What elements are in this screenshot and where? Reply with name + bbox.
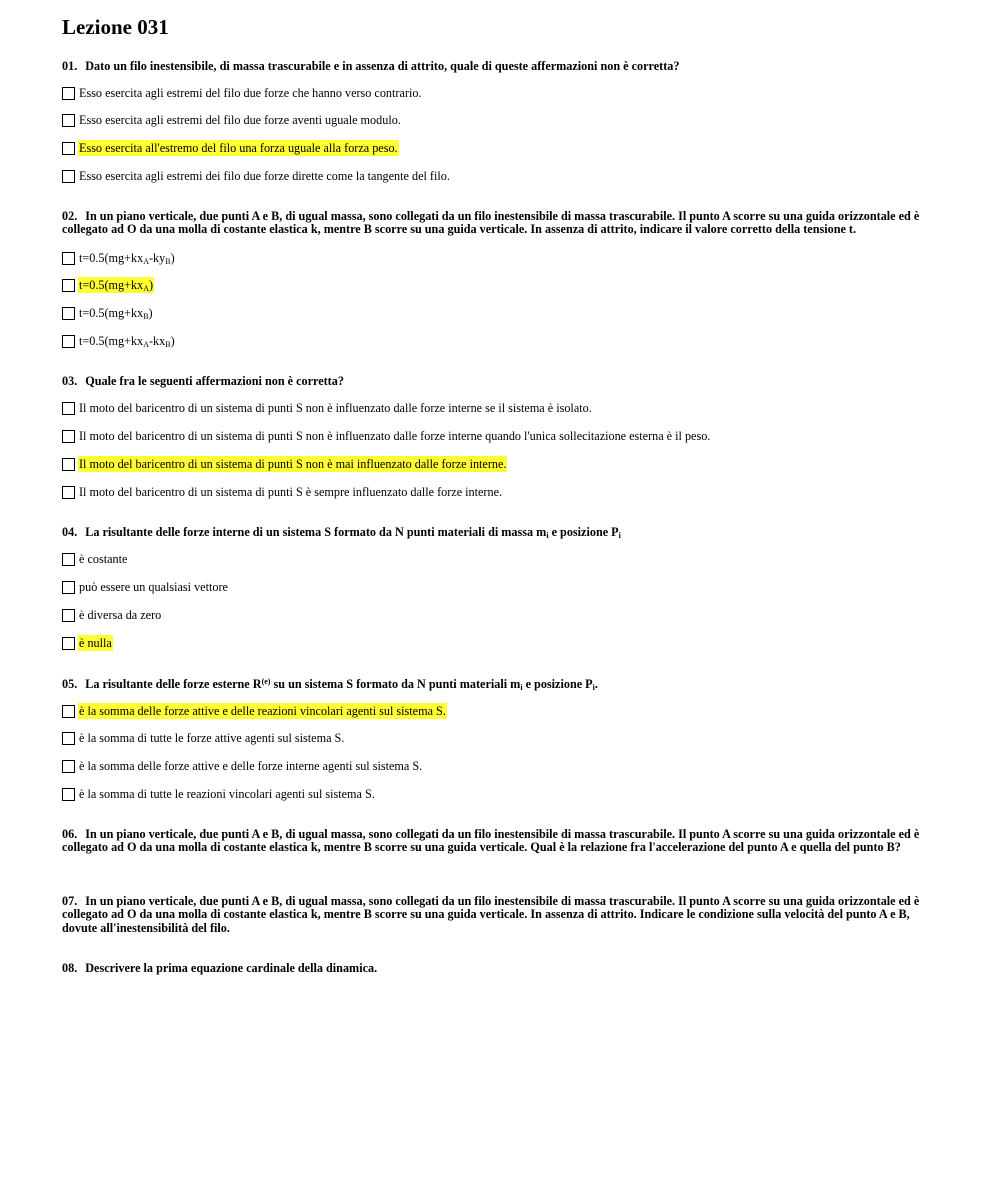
option-text: Il moto del baricentro di un sistema di punti S è sempre influenzato dalle forze interne. [79, 485, 503, 499]
option-03-b[interactable] [62, 428, 711, 444]
checkbox[interactable] [62, 279, 75, 292]
option-04-d[interactable] [62, 635, 113, 651]
option-05-a[interactable] [62, 703, 447, 719]
option-01-b[interactable] [62, 112, 402, 128]
question-08 [62, 962, 942, 975]
option-text: $t=0.5(mg+kx_A-kx_B)$ [79, 334, 175, 349]
question-06 [62, 828, 942, 855]
option-02-d[interactable] [62, 333, 176, 349]
option-05-b[interactable] [62, 730, 345, 746]
option-text: è costante [79, 552, 128, 566]
checkbox[interactable] [62, 307, 75, 320]
checkbox[interactable] [62, 705, 75, 718]
question-number: 04. [62, 525, 78, 539]
question-number: 08. [62, 961, 78, 975]
checkbox[interactable] [62, 581, 75, 594]
checkbox[interactable] [62, 760, 75, 773]
option-text: è diversa da zero [79, 608, 162, 622]
question-01 [62, 60, 942, 73]
checkbox[interactable] [62, 402, 75, 415]
option-05-c[interactable] [62, 758, 423, 774]
option-text: Esso esercita agli estremi dei filo due forze dirette come la tangente del filo. [79, 169, 450, 183]
option-03-a[interactable] [62, 400, 593, 416]
option-text: è la somma delle forze attive e delle reazioni vincolari agenti sul sistema S. [79, 704, 446, 718]
option-text: è nulla [79, 636, 112, 650]
question-number: 03. [62, 374, 78, 388]
option-text: $t=0.5(mg+kx_B)$ [79, 306, 153, 321]
question-text: La risultante delle forze esterne $R^{(e)}$ su un sistema S formato da N punti materiali $m_i$ e posizione $P_i$. [85, 677, 598, 692]
question-text: Quale fra le seguenti affermazioni non è corretta? [85, 374, 344, 388]
option-01-a[interactable] [62, 85, 422, 101]
option-03-c[interactable] [62, 456, 507, 472]
question-number: 06. [62, 827, 78, 841]
option-04-b[interactable] [62, 579, 229, 595]
question-02 [62, 210, 942, 237]
checkbox[interactable] [62, 486, 75, 499]
option-01-d[interactable] [62, 168, 451, 184]
option-text: è la somma di tutte le forze attive agenti sul sistema S. [79, 731, 345, 745]
option-text: Esso esercita all'estremo del filo una forza uguale alla forza peso. [79, 141, 398, 155]
question-text: La risultante delle forze interne di un sistema S formato da N punti materiali di massa $m_i$ e posizione $P_i$ [85, 525, 621, 540]
option-text: può essere un qualsiasi vettore [79, 580, 228, 594]
checkbox[interactable] [62, 732, 75, 745]
option-text: $t=0.5(mg+kx_A)$ [79, 278, 154, 293]
checkbox[interactable] [62, 788, 75, 801]
checkbox[interactable] [62, 114, 75, 127]
checkbox[interactable] [62, 142, 75, 155]
option-text: Esso esercita agli estremi del filo due forze aventi uguale modulo. [79, 113, 401, 127]
option-02-a[interactable] [62, 250, 176, 266]
option-04-a[interactable] [62, 551, 128, 567]
checkbox[interactable] [62, 170, 75, 183]
question-07 [62, 895, 942, 935]
checkbox[interactable] [62, 637, 75, 650]
option-01-c[interactable] [62, 140, 399, 156]
question-03 [62, 375, 942, 388]
page-title: Lezione 031 [62, 15, 169, 39]
option-03-d[interactable] [62, 484, 503, 500]
question-number: 07. [62, 894, 78, 908]
option-text: Il moto del baricentro di un sistema di punti S non è influenzato dalle forze interne quando l'unica sollecitazione esterna è il peso. [79, 429, 711, 443]
option-02-c[interactable] [62, 305, 154, 321]
option-text: Esso esercita agli estremi del filo due forze che hanno verso contrario. [79, 86, 422, 100]
question-number: 01. [62, 59, 78, 73]
question-text: In un piano verticale, due punti A e B, di ugual massa, sono collegati da un filo inestensibile di massa trascurabile. Il punto A scorre su una guida orizzontale ed è collegato ad O da una molla di costante elastica k, mentre B scorre su una guida verticale. In assenza di attrito, indicare il valore corretto della tensione t. [62, 209, 920, 237]
option-text: è la somma delle forze attive e delle forze interne agenti sul sistema S. [79, 759, 423, 773]
option-05-d[interactable] [62, 786, 376, 802]
checkbox[interactable] [62, 458, 75, 471]
option-text: Il moto del baricentro di un sistema di punti S non è mai influenzato dalle forze interne. [79, 457, 507, 471]
question-05 [62, 678, 942, 691]
checkbox[interactable] [62, 553, 75, 566]
question-number: 05. [62, 677, 78, 691]
option-02-b[interactable] [62, 277, 154, 293]
option-text: Il moto del baricentro di un sistema di punti S non è influenzato dalle forze interne se il sistema è isolato. [79, 401, 592, 415]
question-text: In un piano verticale, due punti A e B, di ugual massa, sono collegati da un filo inestensibile di massa trascurabile. Il punto A scorre su una guida orizzontale ed è collegato ad O da una molla di costante elastica k, mentre B scorre su una guida verticale. Qual è la relazione fra l'accelerazione del punto A e quella del punto B? [62, 827, 920, 855]
question-text: In un piano verticale, due punti A e B, di ugual massa, sono collegati da un filo inestensibile di massa trascurabile. Il punto A scorre su una guida orizzontale ed è collegato ad O da una molla di costante elastica k, mentre B scorre su una guida verticale. In assenza di attrito. Indicare le condizione sulla velocità del punto A e B, dovute all'inestensibilità del filo. [62, 894, 920, 935]
checkbox[interactable] [62, 430, 75, 443]
option-04-c[interactable] [62, 607, 162, 623]
checkbox[interactable] [62, 335, 75, 348]
checkbox[interactable] [62, 87, 75, 100]
question-text: Dato un filo inestensibile, di massa trascurabile e in assenza di attrito, quale di queste affermazioni non è corretta? [85, 59, 680, 73]
option-text: è la somma di tutte le reazioni vincolari agenti sul sistema S. [79, 787, 375, 801]
option-text: $t=0.5(mg+kx_A-ky_B)$ [79, 251, 175, 266]
checkbox[interactable] [62, 609, 75, 622]
checkbox[interactable] [62, 252, 75, 265]
question-04 [62, 526, 942, 539]
question-text: Descrivere la prima equazione cardinale della dinamica. [85, 961, 378, 975]
question-number: 02. [62, 209, 78, 223]
